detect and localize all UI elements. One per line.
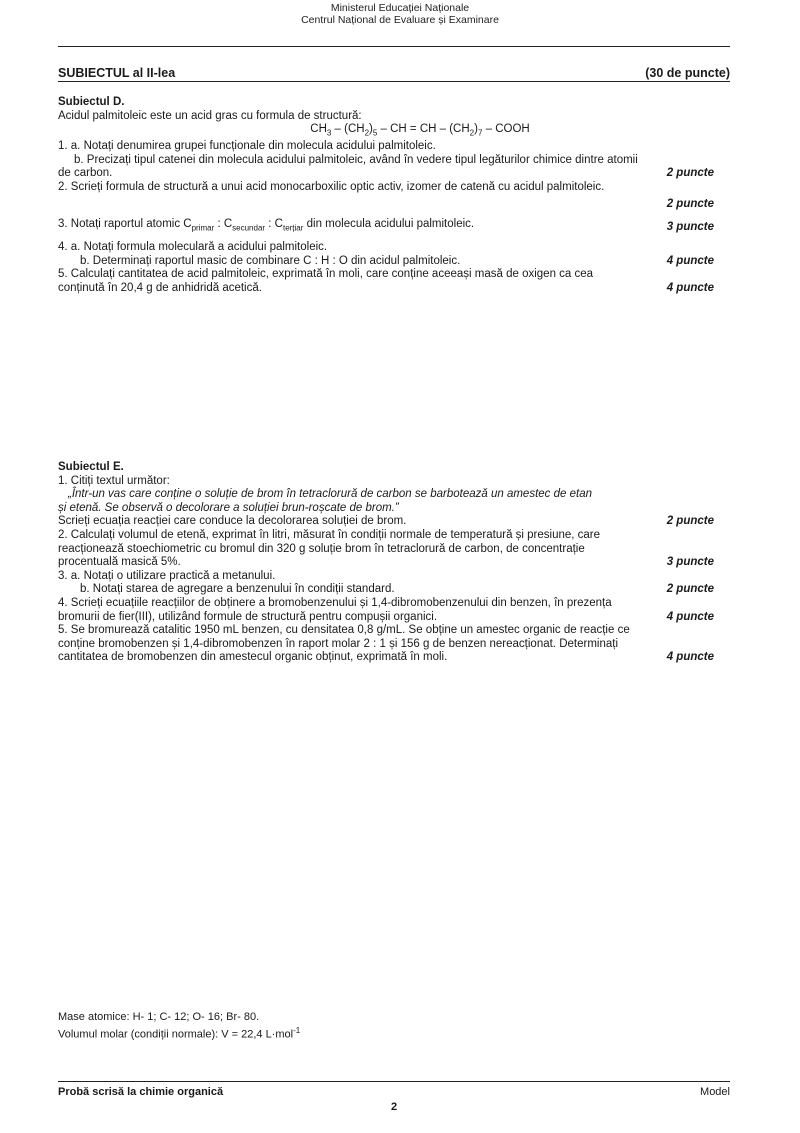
subject-points: (30 de puncte) — [645, 66, 730, 80]
e-q5-points: 4 puncte — [666, 651, 714, 664]
e-q5-line1: 5. Se bromurează catalitic 1950 mL benzen, cu densitatea 0,8 g/mL. Se obține un amestec organic de reacție ce — [58, 624, 630, 637]
d-q4b: b. Determinați raportul masic de combinare C : H : O din acidul palmitoleic. 4 puncte — [80, 254, 714, 267]
d-q2: 2. Scrieți formula de structură a unui acid monocarboxilic optic activ, izomer de catenă cu acidul palmitoleic. — [58, 180, 605, 193]
d-q1b-line1: b. Precizați tipul catenei din molecula acidului palmitoleic, având în vedere tipul legăturilor chimice dintre atomii — [74, 153, 638, 166]
subject-heading — [58, 66, 730, 80]
exam-page — [58, 0, 742, 1133]
e-q5-line2: conține bromobenzen și 1,4-dibromobenzen în raport molar 2 : 1 și 156 g de benzen nereacționat. Determinați — [58, 637, 618, 650]
subject-rule — [58, 81, 730, 82]
e-q2-line1: 2. Calculați volumul de etenă, exprimat în litri, măsurat în condiții normale de temperatură și presiune, care — [58, 528, 601, 541]
e-q1-points: 2 puncte — [666, 515, 714, 528]
e-q1: 1. Citiți textul următor: — [58, 474, 170, 487]
e-q4-points: 4 puncte — [666, 610, 714, 623]
page-header — [58, 0, 742, 26]
section-e — [58, 461, 742, 665]
structure-formula: $CH_3 - (CH_2)_5$ – CH = CH – $(CH_2)_7$ – COOH — [310, 123, 530, 138]
section-d — [58, 96, 742, 295]
d-q5-line2: conținută în 20,4 g de anhidridă acetică. 4 puncte — [58, 281, 714, 294]
e-q2-line3: procentuală masică 5%. 3 puncte — [58, 556, 714, 569]
e-q3a: 3. a. Notați o utilizare practică a metanului. — [58, 569, 276, 582]
d-q1b-line2: de carbon. 2 puncte — [58, 167, 714, 180]
d-q4a: 4. a. Notați formula moleculară a acidului palmitoleic. — [58, 240, 328, 253]
header-rule — [58, 46, 730, 47]
molar-volume: Volumul molar (condiții normale): V = 22,4 L·mol$^{-1}$ — [58, 1026, 301, 1041]
e-q3-points: 2 puncte — [666, 583, 714, 596]
e-quote-line2: și etenă. Se observă o decolorare a soluției brun-roșcate de brom.” — [58, 501, 399, 514]
footer-rule — [58, 1081, 730, 1082]
d-q1a: 1. a. Notați denumirea grupei funcționale din molecula acidului palmitoleic. — [58, 140, 436, 153]
e-q2-line2: reacționează stoechiometric cu bromul din 320 g soluție brom în tetraclorură de carbon, de concentrație — [58, 542, 585, 555]
subject-title: SUBIECTUL al II-lea — [58, 66, 176, 80]
d-q2-points: 2 puncte — [666, 198, 714, 211]
e-q1-task: Scrieți ecuația reacției care conduce la decolorarea soluției de brom. 2 puncte — [58, 515, 714, 528]
header-ministry: Ministerul Educației Naționale — [330, 2, 470, 14]
e-quote-line1: „Într-un vas care conține o soluție de brom în tetraclorură de carbon se barbotează un amestec de etan — [68, 488, 592, 501]
d-q1-points: 2 puncte — [666, 167, 714, 180]
atomic-masses: Mase atomice: H- 1; C- 12; O- 16; Br- 80. — [58, 1011, 260, 1023]
d-q4-points: 4 puncte — [666, 254, 714, 267]
e-q4-line1: 4. Scrieți ecuațiile reacțiilor de obținere a bromobenzenului și 1,4-dibromobenzenului din benzen, în prezența — [58, 596, 612, 609]
footer-model: Model — [700, 1086, 730, 1098]
page-footer — [58, 1086, 730, 1098]
e-q5-line3: cantitatea de bromobenzen din amestecul organic obținut, exprimată în moli. 4 puncte — [58, 651, 714, 664]
section-d-title: Subiectul D. — [58, 96, 125, 108]
d-intro: Acidul palmitoleic este un acid gras cu formula de structură: — [58, 109, 362, 122]
page-number: 2 — [390, 1101, 398, 1113]
e-q3b: b. Notați starea de agregare a benzenului în condiții standard. 2 puncte — [80, 583, 714, 596]
section-e-title: Subiectul E. — [58, 461, 124, 473]
e-q4-line2: bromurii de fier(III), utilizând formule de structură pentru compușii organici. 4 puncte — [58, 610, 714, 623]
e-q2-points: 3 puncte — [666, 556, 714, 569]
d-q3-points: 3 puncte — [666, 221, 714, 234]
constants-block — [58, 1010, 742, 1042]
footer-exam-name: Probă scrisă la chimie organică — [58, 1086, 224, 1098]
d-q5-line1: 5. Calculați cantitatea de acid palmitoleic, exprimată în moli, care conține aceeași masă de oxigen ca cea — [58, 268, 594, 281]
header-center: Centrul Național de Evaluare și Examinare — [301, 14, 499, 26]
d-q3: 3. Notați raportul atomic $C_{primar}$ : $C_{secundar}$ : $C_{terțiar}$ din molecula acidului palmitoleic. 3 puncte — [58, 218, 714, 234]
d-q5-points: 4 puncte — [666, 281, 714, 294]
